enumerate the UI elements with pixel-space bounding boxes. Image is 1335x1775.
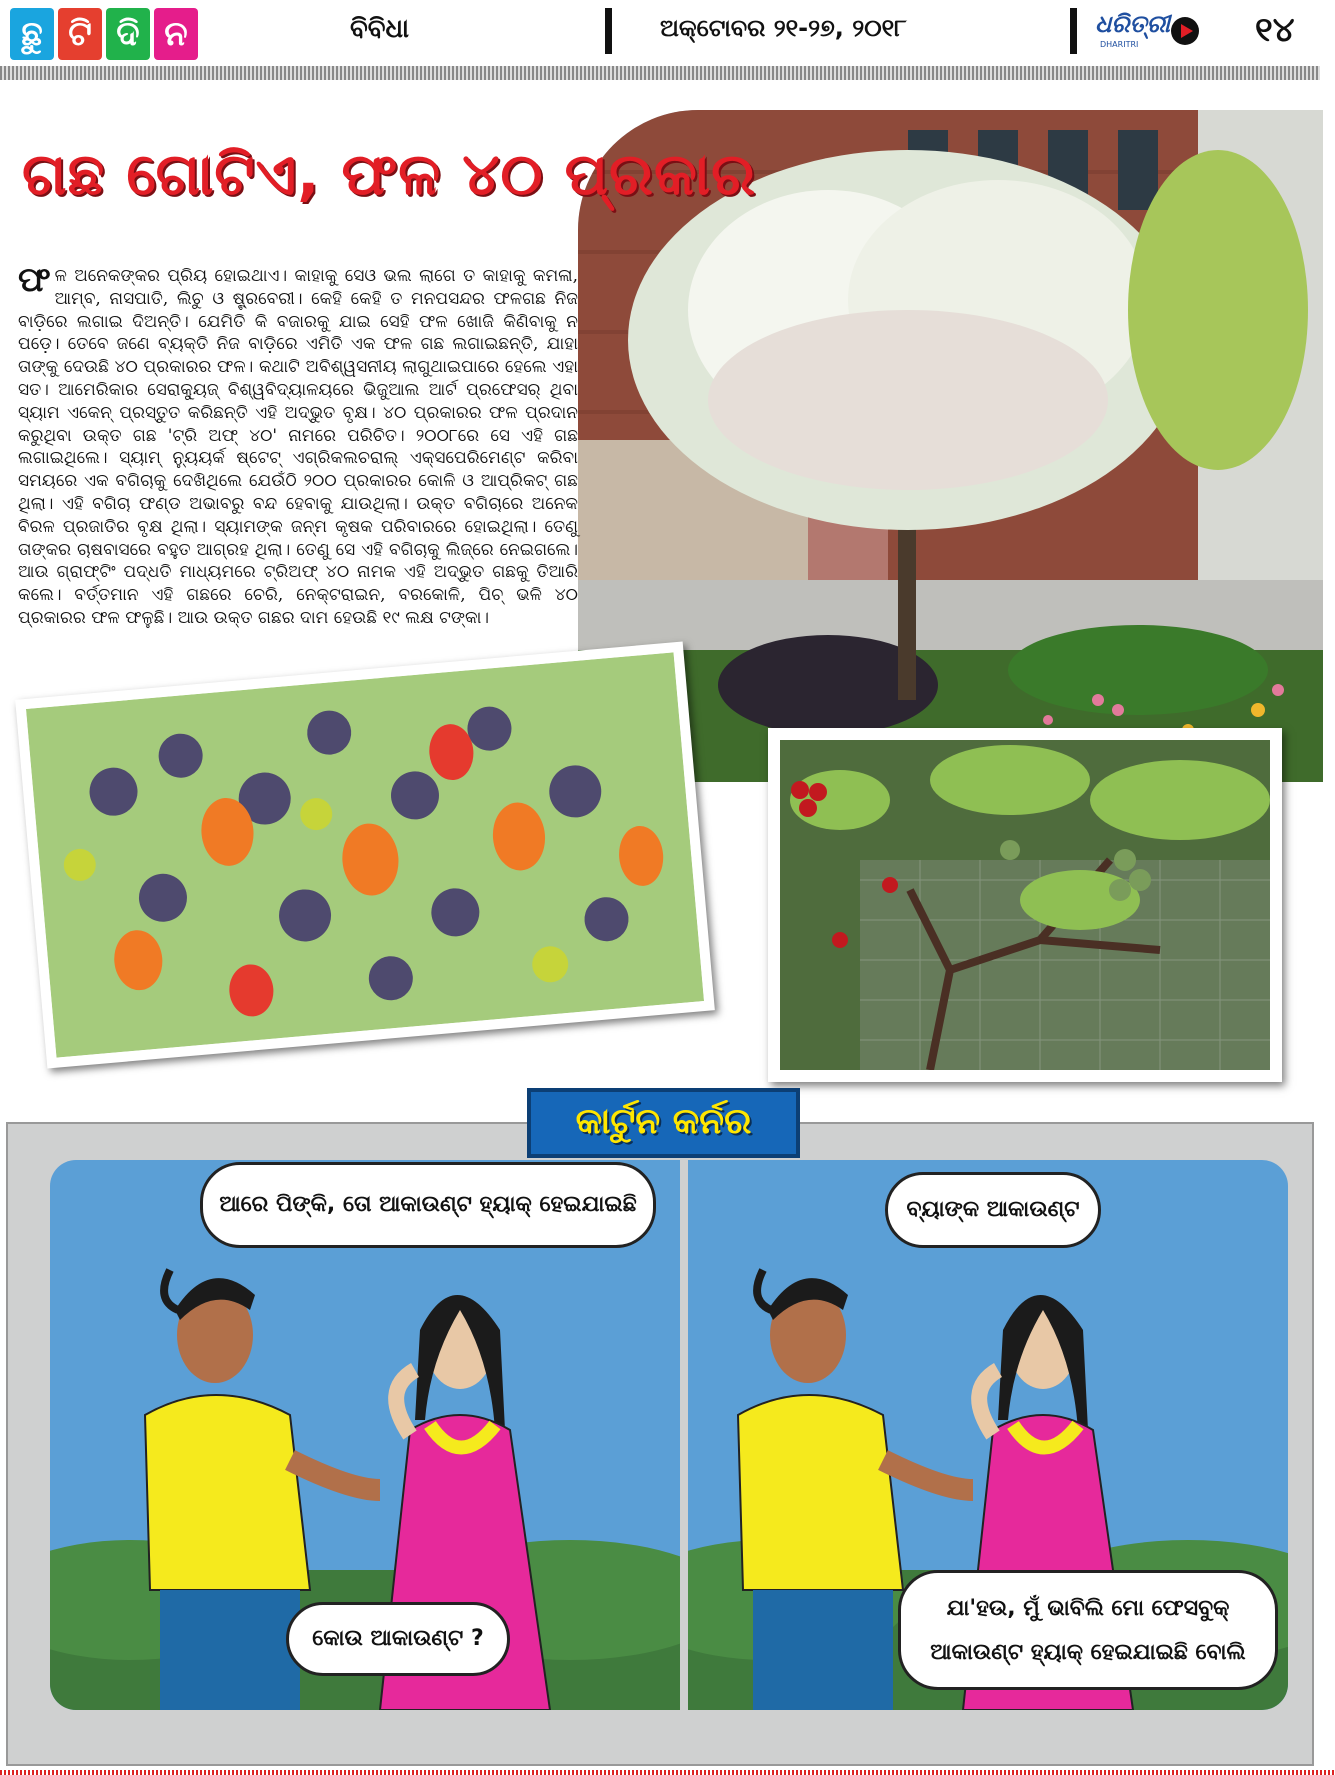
header-rule <box>0 66 1320 80</box>
speech-line: ଯା'ହଉ, ମୁଁ ଭାବିଲି ମୋ ଫେସବୁକ୍ <box>946 1596 1230 1621</box>
section-name: ବିବିଧା <box>350 14 409 44</box>
page-number: ୧୪ <box>1255 10 1295 50</box>
article-body <box>18 260 578 630</box>
masthead-logo <box>10 8 210 60</box>
masthead-letter: ଦି <box>106 8 150 60</box>
masthead-letter: ଟି <box>58 8 102 60</box>
branch-photo <box>768 728 1282 1082</box>
headline: ଗଛ ଗୋଟିଏ, ଫଳ ୪୦ ପ୍ରକାର <box>22 140 757 208</box>
header-divider <box>1070 8 1077 54</box>
brand-logo: ଧରିତ୍ରୀ <box>1095 10 1170 38</box>
speech-bubble: କୋଉ ଆକାଉଣ୍ଟ ? <box>286 1602 510 1676</box>
speech-line: ଆକାଉଣ୍ଟ ହ୍ୟାକ୍ ହେଇଯାଇଛି ବୋଲି <box>930 1640 1246 1665</box>
speech-bubble: ଆରେ ପିଙ୍କି, ତୋ ଆକାଉଣ୍ଟ ହ୍ୟାକ୍ ହେଇଯାଇଛି <box>200 1162 656 1248</box>
tree-photo <box>578 110 1323 782</box>
masthead-letter: ଛୁ <box>10 8 54 60</box>
play-icon <box>1170 16 1200 46</box>
issue-date: ଅକ୍ଟୋବର ୨୧-୨୭, ୨୦୧୮ <box>660 14 907 42</box>
masthead-letter: ନ <box>154 8 198 60</box>
speech-bubble: ବ୍ୟାଙ୍କ ଆକାଉଣ୍ଟ <box>885 1172 1101 1248</box>
speech-bubble <box>898 1570 1278 1690</box>
header-divider <box>605 8 612 54</box>
article-text: ଳ ଅନେକଙ୍କର ପ୍ରିୟ ହୋଇଥାଏ। କାହାକୁ ସେଓ ଭଲ ଲାଗେ ତ କାହାକୁ କମଳା, ଆମ୍ବ, ନାସପାତି, ଲିଚୁ ଓ ଷ୍ଟ୍ରବେରୀ। କେହି କେହି ତ ମନପସନ୍ଦର ଫଳଗଛ ନିଜ ବାଡ଼ିରେ ଲଗାଇ ଦିଅନ୍ତି। ଯେମିତି କି ବଜାରକୁ ଯାଇ ସେହି ଫଳ ଖୋଜି କିଣିବାକୁ ନ ପଡ଼େ। ତେବେ ଜଣେ ବ୍ୟକ୍ତି ନିଜ ବାଡ଼ିରେ ଏମିତି ଏକ ଫଳ ଗଛ ଲଗାଇଛନ୍ତି, ଯାହା ତାଙ୍କୁ ଦେଉଛି ୪୦ ପ୍ରକାରର ଫଳ। କଥାଟି ଅବିଶ୍ୱସନୀୟ ଲାଗୁଥାଇପାରେ ହେଲେ ଏହା ସତ। ଆମେରିକାର ସେରାକ୍ୟୁଜ୍ ବିଶ୍ୱବିଦ୍ୟାଳୟରେ ଭିଜୁଆଲ ଆର୍ଟ ପ୍ରଫେସର୍ ଥିବା ସ୍ୟାମ ଏକେନ୍ ପ୍ରସ୍ତୁତ କରିଛନ୍ତି ଏହି ଅଦ୍ଭୁତ ବୃକ୍ଷ। ୪୦ ପ୍ରକାରର ଫଳ ପ୍ରଦାନ କରୁଥିବା ଉକ୍ତ ଗଛ 'ଟ୍ରି ଅଫ୍ ୪୦' ନାମରେ ପରିଚିତ। ୨୦୦୮ରେ ସେ ଏହି ଗଛ ଲଗାଇଥିଲେ। ସ୍ୟାମ୍ ନ୍ୟୁୟର୍କ ଷ୍ଟେଟ୍ ଏଗ୍ରିକଲଚରାଲ୍ ଏକ୍ସପେରିମେଣ୍ଟ କରିବା ସମୟରେ ଏକ ବଗିଚାକୁ ଦେଖିଥିଲେ ଯେଉଁଠି ୨୦୦ ପ୍ରକାରର କୋଳି ଓ ଆପ୍ରିକଟ୍ ଗଛ ଥିଲା। ଏହି ବଗିଚା ଫଣ୍ଡ ଅଭାବରୁ ବନ୍ଦ ହେବାକୁ ଯାଉଥିଲା। ଉକ୍ତ ବଗିଚାରେ ଅନେକ ବିରଳ ପ୍ରଜାତିର ବୃକ୍ଷ ଥିଲା। ସ୍ୟାମଙ୍କ ଜନ୍ମ କୃଷକ ପରିବାରରେ ହୋଇଥିଲା। ତେଣୁ ତାଙ୍କର ଚାଷବାସରେ ବହୁତ ଆଗ୍ରହ ଥିଲା। ତେଣୁ ସେ ଏହି ବଗିଚାକୁ ଲିଜ୍‌ରେ ନେଇଗଲେ। ଆଉ ଗ୍ରାଫ୍ଟିଂ ପଦ୍ଧତି ମାଧ୍ୟମରେ ଟ୍ରିଅଫ୍ ୪୦ ନାମକ ଏହି ଅଦ୍ଭୁତ ଗଛକୁ ତିଆରି କଲେ। ବର୍ତ୍ତମାନ ଏହି ଗଛରେ ଚେରି, ନେକ୍ଟରାଇନ, ବରକୋଳି, ପିଚ୍ ଭଳି ୪୦ ପ୍ରକାରର ଫଳ ଫଳୁଛି। ଆଉ ଉକ୍ତ ଗଛର ଦାମ ହେଉଛି ୧୯ ଲକ୍ଷ ଟଙ୍କା। <box>18 266 578 628</box>
fruit-photo <box>15 642 715 1069</box>
brand-subtitle: DHARITRI <box>1100 40 1139 49</box>
footer-rule <box>0 1770 1335 1775</box>
cartoon-title: କାର୍ଟୁନ କର୍ନର <box>527 1088 800 1158</box>
drop-cap: ଫ <box>18 260 51 300</box>
